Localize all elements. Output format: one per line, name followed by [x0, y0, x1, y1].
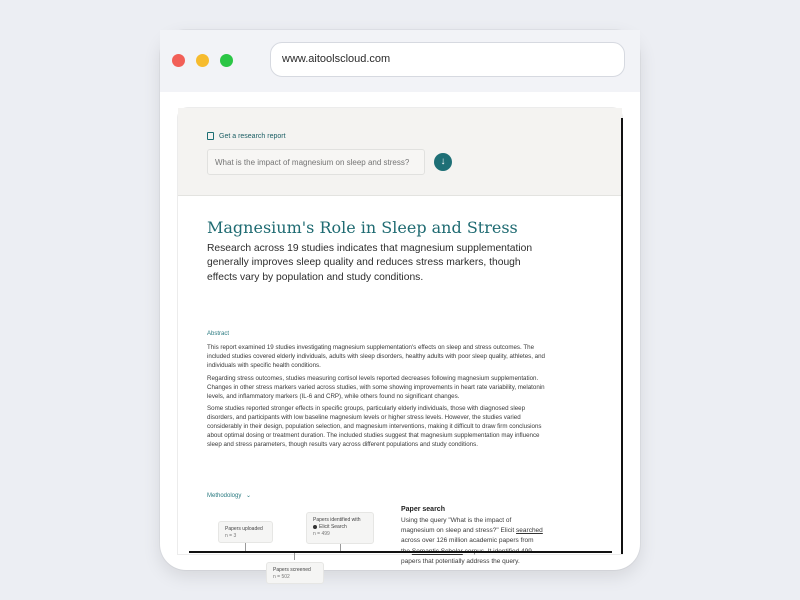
flow-identified-label: Papers identified with	[313, 517, 361, 523]
search-panel	[178, 108, 622, 196]
paper-search-text: papers that potentially address the query.	[401, 557, 520, 565]
elicit-logo-icon	[313, 525, 317, 529]
minimize-window-button[interactable]	[196, 54, 209, 67]
flow-connector	[245, 543, 246, 551]
flow-identified-count: n = 499	[313, 531, 330, 537]
paper-search-text: across over 126 million academic papers from	[401, 537, 534, 545]
paper-search-description	[401, 516, 543, 567]
browser-toolbar	[160, 30, 640, 92]
flow-uploaded-label: Papers uploaded	[225, 526, 263, 532]
flow-identified-source-label: Elicit Search	[319, 524, 347, 530]
abstract-paragraph: Some studies reported stronger effects in specific groups, particularly elderly individuals, those with diagnosed sleep disorders, and participants with low baseline magnesium levels or higher stress levels. However, the studies varied considerably in their design, population selection, and magnesium interventions, making it difficult to draw firm conclusions about optimal dosing or treatment duration. The included studies suggest that magnesium supplementation may influence sleep and stress parameters, though results vary across different populations and study conditions.	[207, 405, 542, 449]
flow-uploaded-count: n = 3	[225, 533, 237, 539]
page-border	[189, 551, 612, 553]
abstract-paragraph: Regarding stress outcomes, studies measuring cortisol levels reported decreases following magnesium supplementation. Changes in other stress markers varied across studies, with some showing improvements in heart rate variability, melatonin levels, and inflammatory markers (IL-6 and CRP), while others found no significant changes.	[207, 374, 545, 400]
submit-button[interactable]	[434, 153, 452, 171]
web-page	[178, 108, 622, 580]
paper-search-heading: Paper search	[401, 506, 445, 513]
get-report-label: Get a research report	[219, 132, 286, 140]
methodology-label: Methodology	[207, 493, 242, 499]
page-border	[621, 118, 623, 554]
flow-papers-identified	[306, 512, 374, 544]
flow-connector	[340, 544, 341, 551]
abstract-paragraph: This report examined 19 studies investigating magnesium supplementation's effects on sleep and stress outcomes. The included studies covered elderly individuals, adults with sleep disorders, healthy adults with poor sleep quality, athletes, and individuals with specific health conditions.	[207, 344, 545, 369]
close-window-button[interactable]	[172, 54, 185, 67]
flow-screened-label: Papers screened	[273, 567, 311, 573]
report-summary: Research across 19 studies indicates that magnesium supplementation generally improves sleep quality and reduces stress markers, though effects vary by population and study conditions.	[207, 243, 533, 283]
arrow-down-icon: ↓	[440, 156, 446, 167]
document-icon	[207, 132, 214, 140]
methodology-toggle[interactable]	[207, 492, 251, 499]
flow-identified-source	[313, 524, 367, 531]
browser-window	[160, 30, 640, 580]
searched-link[interactable]: searched	[516, 527, 543, 535]
flow-papers-screened	[266, 562, 324, 584]
chevron-down-icon: ⌄	[246, 493, 252, 499]
address-bar[interactable]: www.aitoolscloud.com	[270, 42, 625, 77]
paper-search-text: Using the query "What is the impact of magnesium on sleep and stress?" Elicit	[401, 517, 515, 535]
research-question-input[interactable]	[207, 149, 425, 175]
report-title: Magnesium's Role in Sleep and Stress	[207, 218, 518, 237]
abstract-body	[207, 344, 547, 454]
get-report-link[interactable]	[207, 132, 286, 140]
flow-screened-count: n = 502	[273, 574, 290, 580]
maximize-window-button[interactable]	[220, 54, 233, 67]
flow-papers-uploaded	[218, 521, 273, 543]
abstract-heading: Abstract	[207, 331, 230, 337]
